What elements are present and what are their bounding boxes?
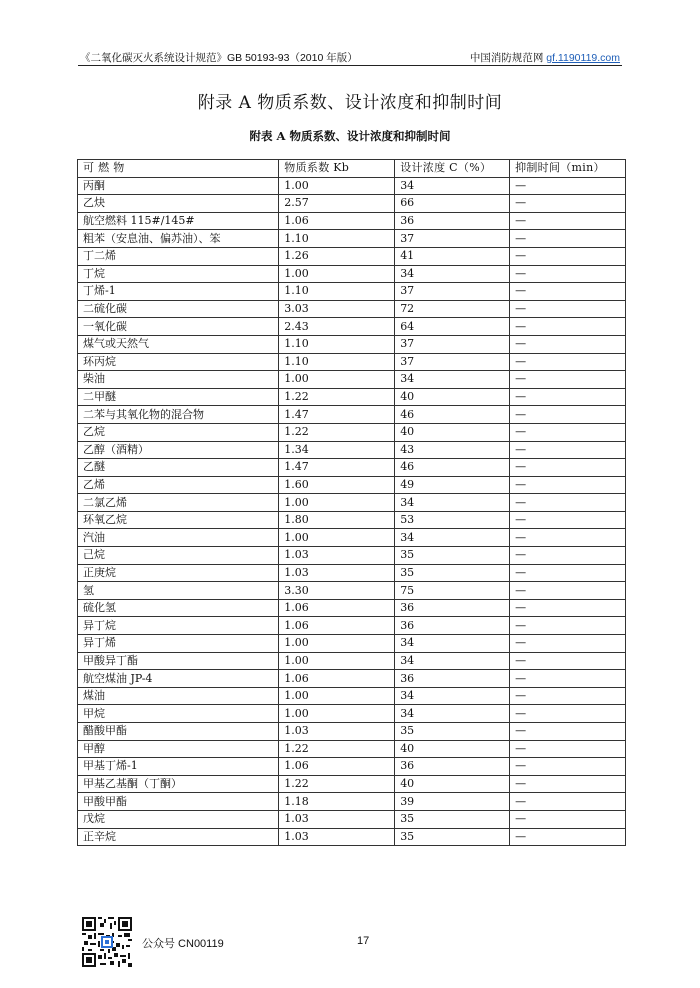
cell-factor: 1.00 <box>279 635 395 653</box>
page-title: 附录 A 物质系数、设计浓度和抑制时间 <box>197 93 503 113</box>
cell-substance: 乙烯 <box>78 476 279 494</box>
table-row <box>78 177 626 195</box>
cell-factor: 1.22 <box>279 423 395 441</box>
table-row <box>78 652 626 670</box>
cell-concentration: 35 <box>395 828 510 846</box>
cell-time: — <box>510 740 626 758</box>
cell-substance: 甲基乙基酮（丁酮） <box>78 775 279 793</box>
cell-factor: 1.26 <box>279 247 395 265</box>
cell-time: — <box>510 723 626 741</box>
cell-time: — <box>510 547 626 565</box>
cell-concentration: 34 <box>395 494 510 512</box>
cell-substance: 甲基丁烯-1 <box>78 758 279 776</box>
cell-time: — <box>510 793 626 811</box>
cell-substance: 氢 <box>78 582 279 600</box>
cell-time: — <box>510 247 626 265</box>
cell-time: — <box>510 388 626 406</box>
table-row <box>78 423 626 441</box>
cell-time: — <box>510 617 626 635</box>
cell-factor: 1.03 <box>279 723 395 741</box>
qr-code-icon <box>82 917 132 967</box>
cell-time: — <box>510 564 626 582</box>
cell-concentration: 37 <box>395 230 510 248</box>
cell-time: — <box>510 406 626 424</box>
cell-concentration: 34 <box>395 652 510 670</box>
cell-substance: 异丁烯 <box>78 635 279 653</box>
cell-time: — <box>510 810 626 828</box>
cell-concentration: 46 <box>395 459 510 477</box>
cell-concentration: 36 <box>395 670 510 688</box>
page-number: 17 <box>357 935 370 947</box>
table-row <box>78 441 626 459</box>
table-row <box>78 212 626 230</box>
cell-substance: 乙醇（酒精） <box>78 441 279 459</box>
cell-factor: 1.03 <box>279 810 395 828</box>
table-row <box>78 300 626 318</box>
table-row <box>78 230 626 248</box>
table-row <box>78 687 626 705</box>
cell-concentration: 36 <box>395 599 510 617</box>
cell-concentration: 75 <box>395 582 510 600</box>
cell-substance: 丁二烯 <box>78 247 279 265</box>
cell-time: — <box>510 529 626 547</box>
header-divider <box>78 65 622 66</box>
cell-concentration: 37 <box>395 335 510 353</box>
cell-time: — <box>510 265 626 283</box>
cell-concentration: 46 <box>395 406 510 424</box>
cell-factor: 1.10 <box>279 230 395 248</box>
site-credit <box>470 50 620 65</box>
cell-factor: 1.60 <box>279 476 395 494</box>
cell-substance: 乙炔 <box>78 195 279 213</box>
cell-time: — <box>510 423 626 441</box>
site-name: 中国消防规范网 <box>469 52 544 64</box>
table-row <box>78 388 626 406</box>
cell-substance: 环丙烷 <box>78 353 279 371</box>
cell-time: — <box>510 511 626 529</box>
cell-substance: 丁烯-1 <box>78 283 279 301</box>
cell-concentration: 53 <box>395 511 510 529</box>
cell-concentration: 34 <box>395 177 510 195</box>
cell-substance: 二氯乙烯 <box>78 494 279 512</box>
cell-factor: 1.06 <box>279 599 395 617</box>
cell-factor: 1.00 <box>279 371 395 389</box>
cell-concentration: 49 <box>395 476 510 494</box>
table-row <box>78 529 626 547</box>
cell-time: — <box>510 459 626 477</box>
table-row <box>78 793 626 811</box>
cell-concentration: 66 <box>395 195 510 213</box>
table-row <box>78 810 626 828</box>
cell-time: — <box>510 441 626 459</box>
table-row <box>78 740 626 758</box>
table-row <box>78 247 626 265</box>
cell-time: — <box>510 705 626 723</box>
table-row <box>78 723 626 741</box>
cell-concentration: 34 <box>395 635 510 653</box>
cell-concentration: 41 <box>395 247 510 265</box>
cell-factor: 1.10 <box>279 283 395 301</box>
cell-concentration: 34 <box>395 705 510 723</box>
cell-substance: 汽油 <box>78 529 279 547</box>
table-row <box>78 195 626 213</box>
cell-time: — <box>510 775 626 793</box>
table-row <box>78 511 626 529</box>
cell-factor: 1.06 <box>279 758 395 776</box>
cell-time: — <box>510 687 626 705</box>
cell-substance: 正辛烷 <box>78 828 279 846</box>
table-header-row <box>78 160 626 178</box>
cell-concentration: 40 <box>395 423 510 441</box>
cell-concentration: 72 <box>395 300 510 318</box>
cell-substance: 乙醚 <box>78 459 279 477</box>
cell-time: — <box>510 212 626 230</box>
cell-time: — <box>510 195 626 213</box>
cell-factor: 1.10 <box>279 353 395 371</box>
cell-concentration: 40 <box>395 775 510 793</box>
table-row <box>78 371 626 389</box>
table-row <box>78 670 626 688</box>
cell-time: — <box>510 670 626 688</box>
cell-factor: 2.57 <box>279 195 395 213</box>
cell-time: — <box>510 353 626 371</box>
cell-concentration: 35 <box>395 810 510 828</box>
cell-factor: 1.00 <box>279 652 395 670</box>
cell-concentration: 35 <box>395 564 510 582</box>
cell-time: — <box>510 582 626 600</box>
cell-concentration: 34 <box>395 371 510 389</box>
cell-substance: 二苯与其氧化物的混合物 <box>78 406 279 424</box>
data-table <box>77 159 626 846</box>
cell-substance: 柴油 <box>78 371 279 389</box>
table-row <box>78 564 626 582</box>
cell-concentration: 36 <box>395 758 510 776</box>
cell-substance: 正庚烷 <box>78 564 279 582</box>
cell-time: — <box>510 177 626 195</box>
cell-time: — <box>510 476 626 494</box>
site-link[interactable]: gf.1190119.com <box>546 52 620 64</box>
cell-concentration: 34 <box>395 265 510 283</box>
cell-concentration: 43 <box>395 441 510 459</box>
cell-concentration: 36 <box>395 617 510 635</box>
cell-substance: 甲醇 <box>78 740 279 758</box>
table-row <box>78 582 626 600</box>
cell-time: — <box>510 230 626 248</box>
cell-factor: 3.03 <box>279 300 395 318</box>
cell-factor: 1.00 <box>279 494 395 512</box>
cell-concentration: 35 <box>395 723 510 741</box>
cell-factor: 1.18 <box>279 793 395 811</box>
cell-factor: 1.47 <box>279 459 395 477</box>
cell-substance: 丁烷 <box>78 265 279 283</box>
cell-factor: 1.03 <box>279 547 395 565</box>
cell-factor: 1.00 <box>279 529 395 547</box>
cell-substance: 醋酸甲酯 <box>78 723 279 741</box>
cell-substance: 航空燃料 115#/145# <box>78 212 279 230</box>
cell-concentration: 40 <box>395 740 510 758</box>
cell-factor: 1.00 <box>279 265 395 283</box>
table-row <box>78 476 626 494</box>
cell-concentration: 39 <box>395 793 510 811</box>
cell-substance: 环氧乙烷 <box>78 511 279 529</box>
cell-substance: 乙烷 <box>78 423 279 441</box>
table-row <box>78 617 626 635</box>
cell-concentration: 36 <box>395 212 510 230</box>
table-row <box>78 335 626 353</box>
cell-time: — <box>510 758 626 776</box>
cell-factor: 1.00 <box>279 705 395 723</box>
header-cell-time: 抑制时间（min） <box>510 160 626 178</box>
cell-substance: 异丁烷 <box>78 617 279 635</box>
cell-substance: 甲烷 <box>78 705 279 723</box>
cell-factor: 1.22 <box>279 775 395 793</box>
cell-factor: 1.06 <box>279 212 395 230</box>
cell-time: — <box>510 300 626 318</box>
table-row <box>78 459 626 477</box>
table-row <box>78 494 626 512</box>
cell-substance: 航空煤油 JP-4 <box>78 670 279 688</box>
table-row <box>78 599 626 617</box>
cell-substance: 丙酮 <box>78 177 279 195</box>
cell-factor: 1.00 <box>279 177 395 195</box>
table-row <box>78 406 626 424</box>
doc-title: 《二氧化碳灭火系统设计规范》GB 50193-93（2010 年版） <box>80 52 358 64</box>
cell-time: — <box>510 599 626 617</box>
cell-time: — <box>510 828 626 846</box>
header-cell-concentration: 设计浓度 C（%） <box>395 160 510 178</box>
cell-factor: 1.03 <box>279 564 395 582</box>
cell-factor: 1.00 <box>279 687 395 705</box>
cell-substance: 煤气或天然气 <box>78 335 279 353</box>
cell-factor: 1.06 <box>279 617 395 635</box>
cell-time: — <box>510 371 626 389</box>
cell-time: — <box>510 335 626 353</box>
cell-time: — <box>510 318 626 336</box>
cell-substance: 甲酸异丁酯 <box>78 652 279 670</box>
cell-factor: 1.80 <box>279 511 395 529</box>
cell-concentration: 34 <box>395 529 510 547</box>
cell-concentration: 34 <box>395 687 510 705</box>
cell-concentration: 64 <box>395 318 510 336</box>
cell-time: — <box>510 283 626 301</box>
table-row <box>78 265 626 283</box>
cell-factor: 1.22 <box>279 388 395 406</box>
cell-factor: 2.43 <box>279 318 395 336</box>
cell-factor: 1.22 <box>279 740 395 758</box>
table-title: 附表 A 物质系数、设计浓度和抑制时间 <box>249 129 451 143</box>
cell-substance: 煤油 <box>78 687 279 705</box>
cell-factor: 1.47 <box>279 406 395 424</box>
cell-time: — <box>510 635 626 653</box>
page-header <box>80 50 620 66</box>
table-body <box>78 177 626 846</box>
table-row <box>78 705 626 723</box>
cell-substance: 粗苯（安息油、偏苏油）、笨 <box>78 230 279 248</box>
table-row <box>78 283 626 301</box>
cell-factor: 1.06 <box>279 670 395 688</box>
cell-concentration: 40 <box>395 388 510 406</box>
header-cell-factor: 物质系数 Kb <box>279 160 395 178</box>
header-cell-substance: 可 燃 物 <box>78 160 279 178</box>
cell-factor: 3.30 <box>279 582 395 600</box>
cell-time: — <box>510 652 626 670</box>
footer-account: 公众号 CN00119 <box>142 938 224 950</box>
cell-substance: 二甲醚 <box>78 388 279 406</box>
table-row <box>78 353 626 371</box>
cell-substance: 戊烷 <box>78 810 279 828</box>
cell-concentration: 37 <box>395 353 510 371</box>
table-row <box>78 318 626 336</box>
cell-time: — <box>510 494 626 512</box>
cell-substance: 硫化氢 <box>78 599 279 617</box>
cell-substance: 一氧化碳 <box>78 318 279 336</box>
table-row <box>78 635 626 653</box>
cell-concentration: 35 <box>395 547 510 565</box>
cell-substance: 己烷 <box>78 547 279 565</box>
cell-factor: 1.03 <box>279 828 395 846</box>
table-row <box>78 828 626 846</box>
cell-concentration: 37 <box>395 283 510 301</box>
table-row <box>78 775 626 793</box>
cell-substance: 甲酸甲酯 <box>78 793 279 811</box>
cell-factor: 1.10 <box>279 335 395 353</box>
cell-factor: 1.34 <box>279 441 395 459</box>
table-row <box>78 547 626 565</box>
table-row <box>78 758 626 776</box>
cell-substance: 二硫化碳 <box>78 300 279 318</box>
